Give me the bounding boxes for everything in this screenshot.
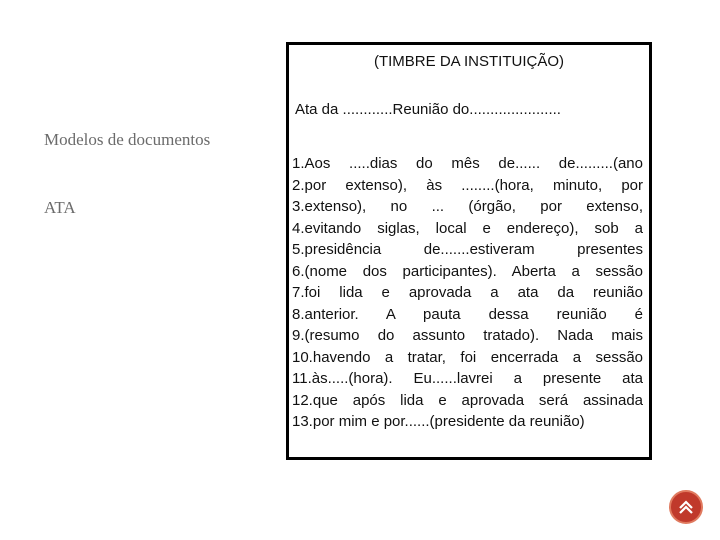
- sidebar-title: Modelos de documentos: [44, 130, 211, 149]
- document-line: 9.(resumo do assunto tratado). Nada mais: [292, 327, 643, 344]
- document-line: 8.anterior. A pauta dessa reunião é: [292, 305, 643, 323]
- scroll-up-button[interactable]: [669, 490, 703, 524]
- document-line: 4.evitando siglas, local e endereço), sob a: [292, 219, 643, 237]
- document-line: 12.que após lida e aprovada será assinada: [292, 391, 643, 409]
- document-line: 1.Aos .....dias do mês de...... de.........(ano: [292, 155, 643, 172]
- sidebar-subtitle: ATA: [44, 198, 76, 217]
- document-line: 6.(nome dos participantes). Aberta a sessão: [292, 262, 643, 280]
- chevron-up-icon: [678, 499, 694, 515]
- document-line: 7.foi lida e aprovada a ata da reunião: [292, 284, 643, 301]
- document-line: 10.havendo a tratar, foi encerrada a sessão: [292, 348, 643, 366]
- document-lines: [292, 153, 643, 433]
- document-line: 3.extenso), no ... (órgão, por extenso,: [292, 198, 643, 215]
- document-line: 11.às.....(hora). Eu......lavrei a presente ata: [292, 370, 643, 387]
- document-line: 5.presidência de.......estiveram presentes: [292, 241, 643, 258]
- document-frame: [286, 42, 652, 460]
- letterhead: (TIMBRE DA INSTITUIÇÃO): [373, 53, 564, 70]
- document-heading: Ata da ............Reunião do......................: [295, 101, 561, 118]
- document-line: 13.por mim e por......(presidente da reunião): [292, 413, 585, 430]
- document-line: 2.por extenso), às ........(hora, minuto, por: [292, 176, 643, 194]
